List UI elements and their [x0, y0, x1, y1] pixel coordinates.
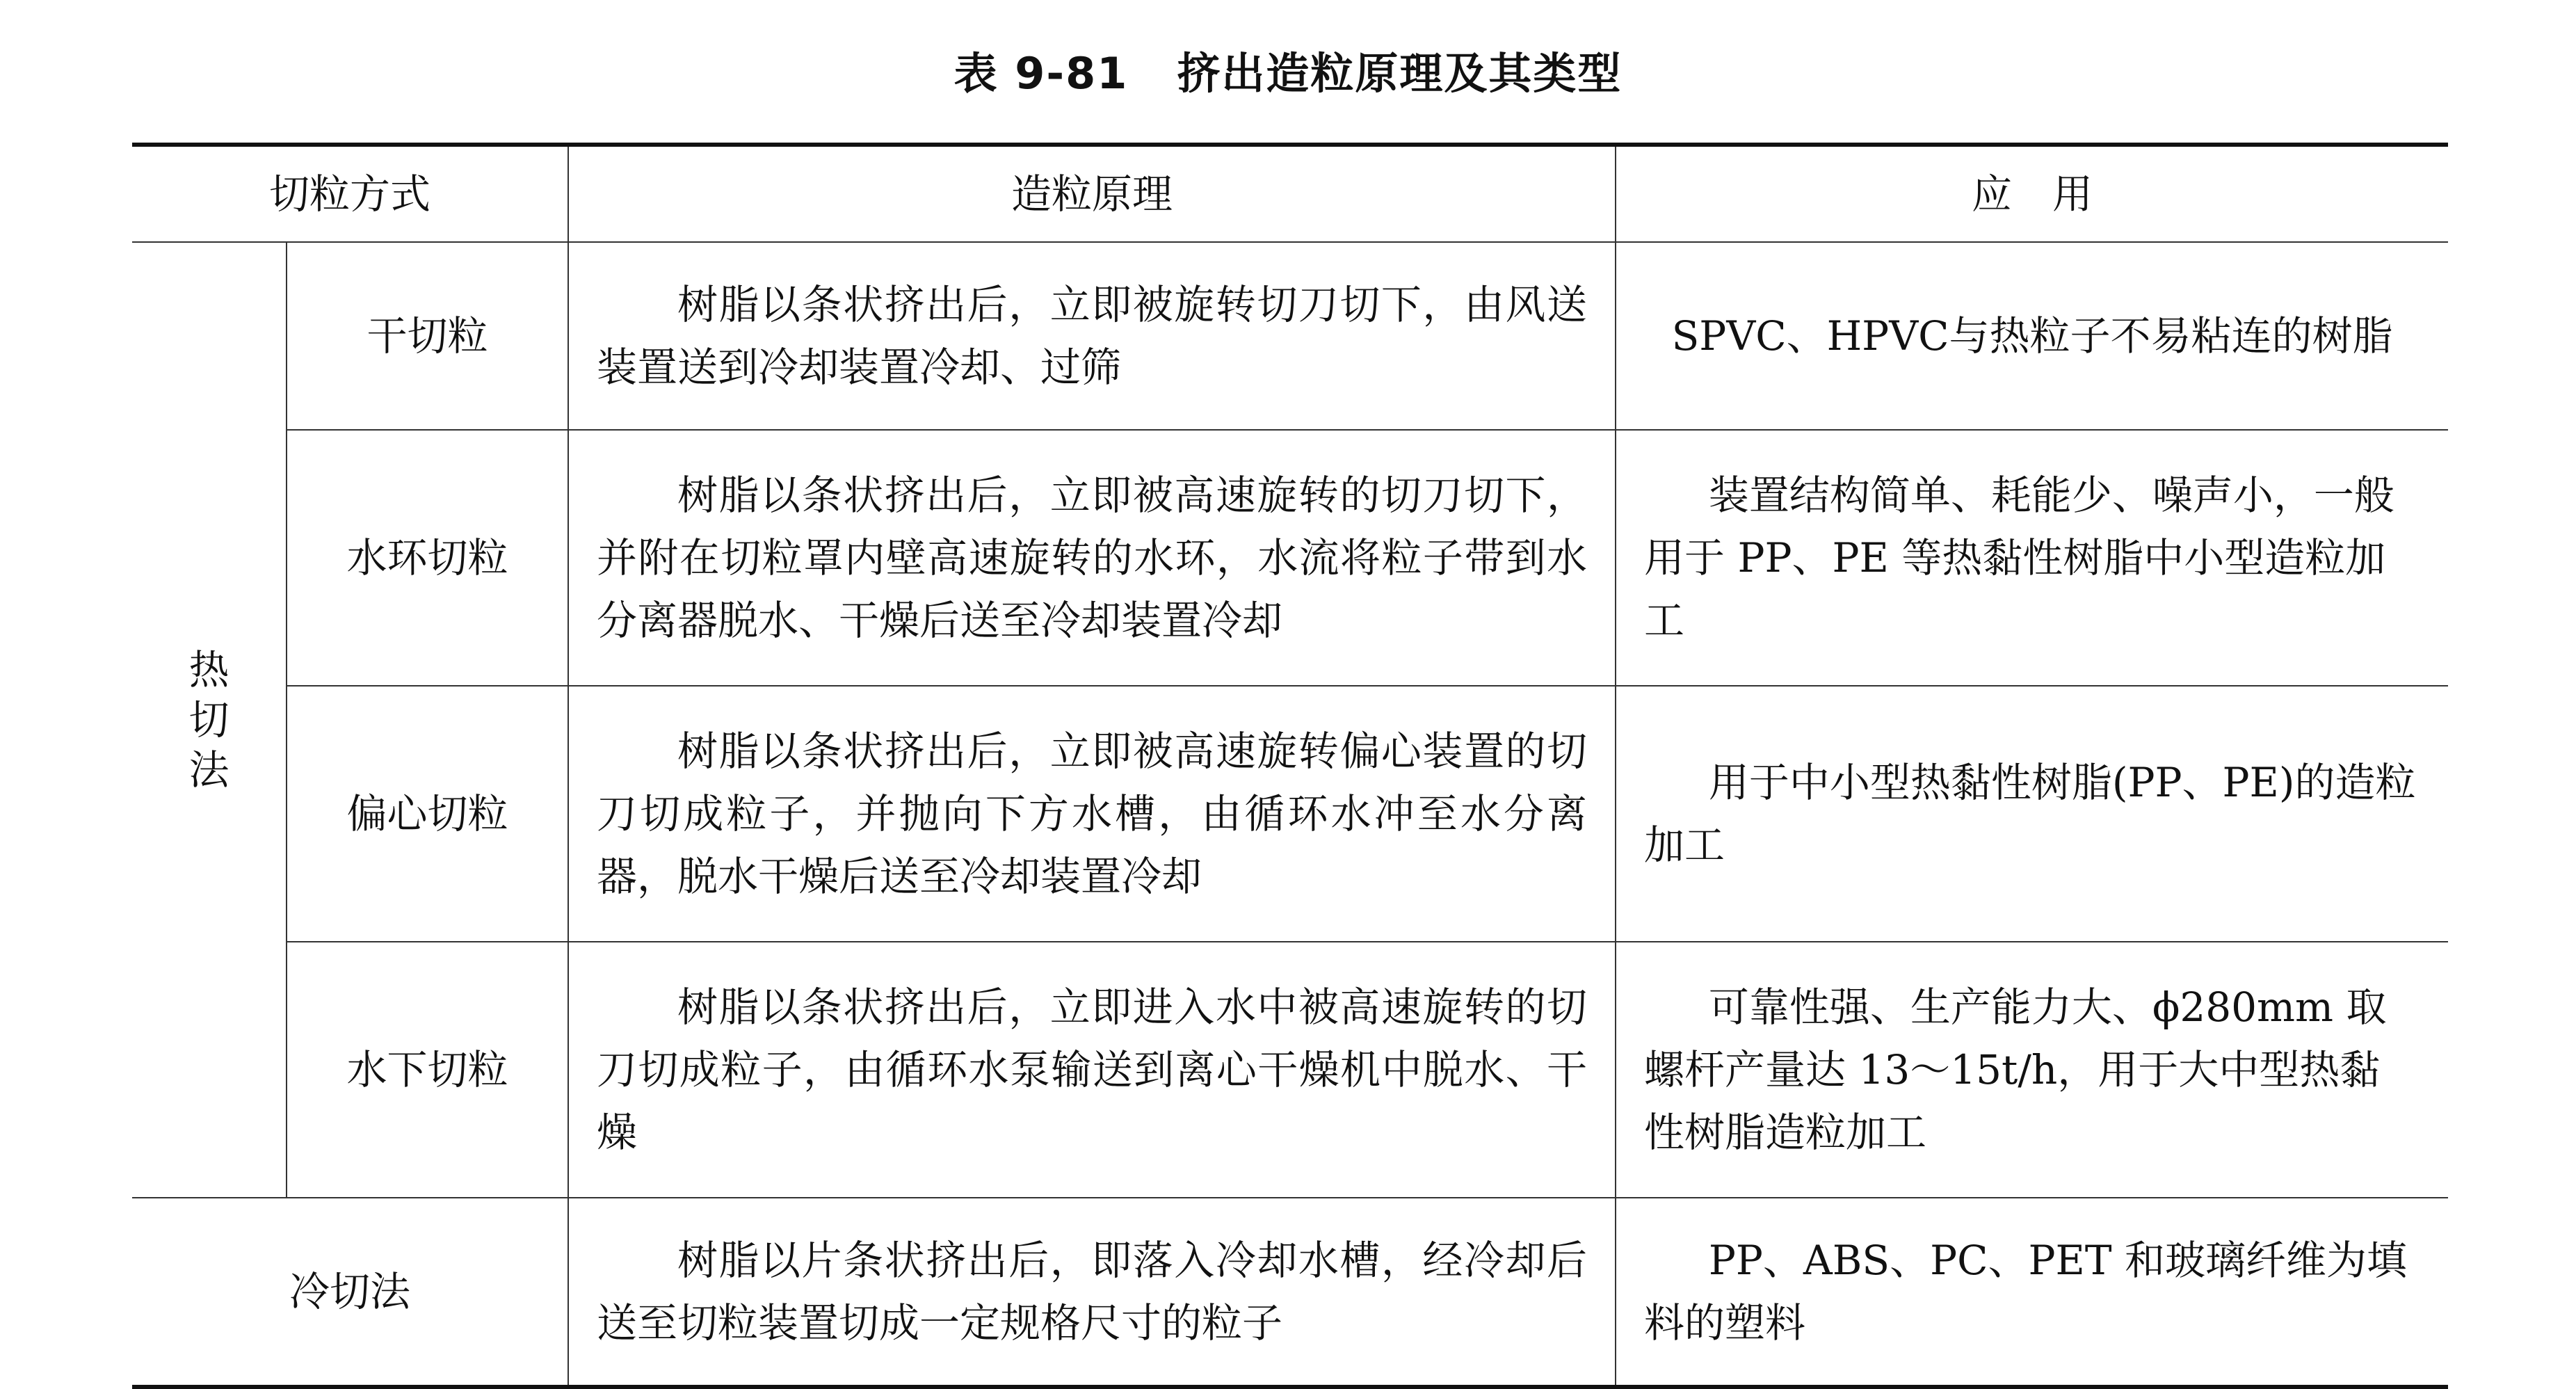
method-name: 冷切法: [132, 1198, 568, 1387]
table-caption: 挤出造粒原理及其类型: [1177, 47, 1623, 99]
header-principle: 造粒原理: [568, 145, 1616, 242]
table-row: [132, 430, 2448, 686]
header-application: 应 用: [1616, 145, 2448, 242]
principle-text: 树脂以条状挤出后，立即被旋转切刀切下，由风送装置送到冷却装置冷却、过筛: [568, 242, 1616, 430]
principle-text: 树脂以条状挤出后，立即进入水中被高速旋转的切刀切成粒子，由循环水泵输送到离心干燥机中脱水、干燥: [568, 942, 1616, 1198]
method-name: 偏心切粒: [287, 686, 568, 942]
table-row: [132, 942, 2448, 1198]
application-text: SPVC、HPVC与热粒子不易粘连的树脂: [1616, 242, 2448, 430]
group-hot-char: 切: [188, 696, 230, 744]
application-text: PP、ABS、PC、PET 和玻璃纤维为填料的塑料: [1616, 1198, 2448, 1387]
group-hot-cut: [132, 242, 287, 1198]
header-row: [132, 145, 2448, 242]
table-row: [132, 686, 2448, 942]
method-name: 干切粒: [287, 242, 568, 430]
method-name: 水环切粒: [287, 430, 568, 686]
table-title: [0, 0, 2576, 139]
group-hot-char: 热: [188, 646, 230, 693]
principle-text: 树脂以条状挤出后，立即被高速旋转的切刀切下，并附在切粒罩内壁高速旋转的水环，水流将粒子带到水分离器脱水、干燥后送至冷却装置冷却: [568, 430, 1616, 686]
table-row: [132, 242, 2448, 430]
group-hot-char: 法: [188, 746, 230, 794]
header-method: 切粒方式: [132, 145, 568, 242]
principle-text: 树脂以片条状挤出后，即落入冷却水槽，经冷却后送至切粒装置切成一定规格尺寸的粒子: [568, 1198, 1616, 1387]
method-name: 水下切粒: [287, 942, 568, 1198]
granulation-table: [132, 143, 2448, 1389]
table-row: [132, 1198, 2448, 1387]
application-text: 装置结构简单、耗能少、噪声小，一般用于 PP、PE 等热黏性树脂中小型造粒加工: [1616, 430, 2448, 686]
table-number: 表 9-81: [953, 47, 1129, 99]
application-text: 可靠性强、生产能力大、ϕ280mm 取螺杆产量达 13～15t/h，用于大中型热黏性树脂造粒加工: [1616, 942, 2448, 1198]
application-text: 用于中小型热黏性树脂(PP、PE)的造粒加工: [1616, 686, 2448, 942]
principle-text: 树脂以条状挤出后，立即被高速旋转偏心装置的切刀切成粒子，并抛向下方水槽，由循环水冲至水分离器，脱水干燥后送至冷却装置冷却: [568, 686, 1616, 942]
